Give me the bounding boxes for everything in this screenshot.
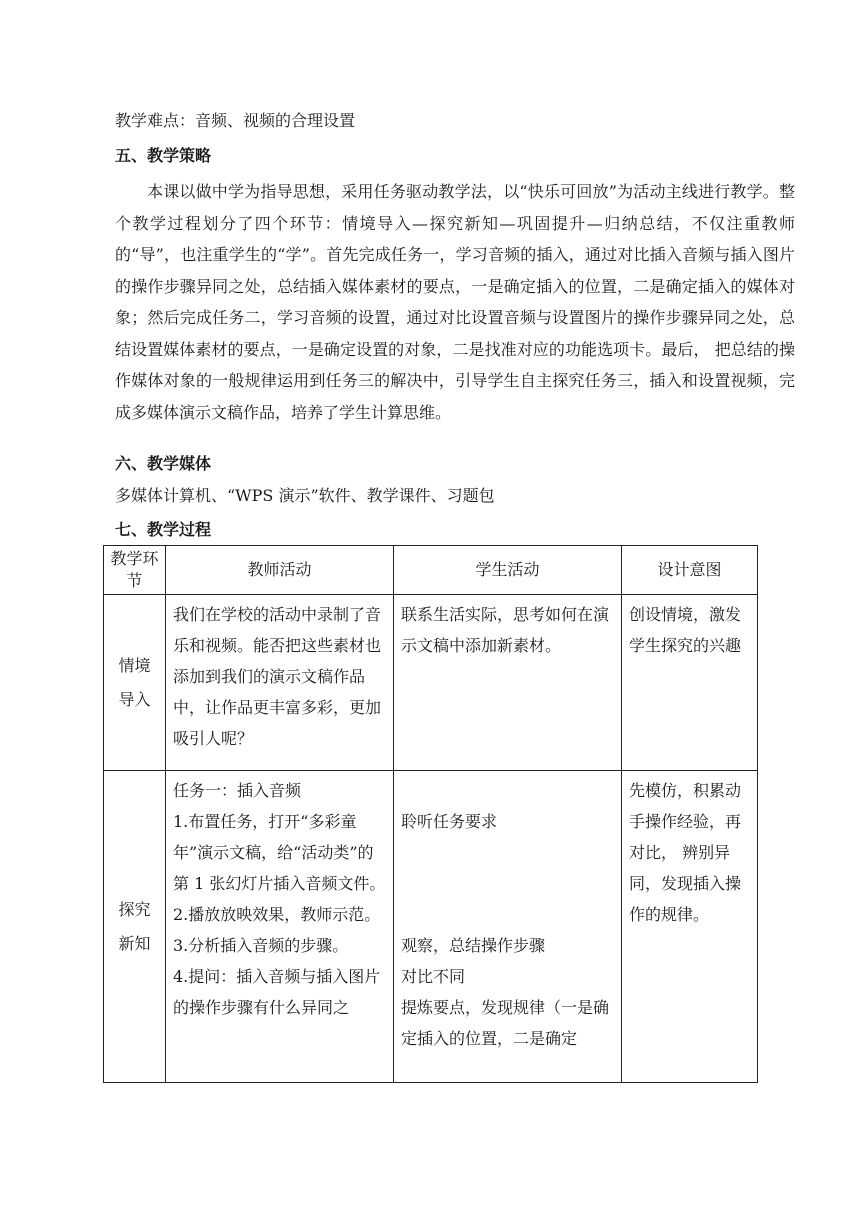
stage-cell: 探究新知 [104,771,166,1083]
table-row [104,595,758,771]
stage-cell: 情境导入 [104,595,166,771]
teacher-step-3: 3.分析插入音频的步骤。 [173,936,349,955]
design-intent-cell: 先模仿，积累动手操作经验，再对比， 辨别异同，发现插入操作的规律。 [622,771,758,1083]
section-7-heading: 七、教学过程 [115,520,212,539]
header-teacher-activity: 教师活动 [166,546,394,595]
design-intent-cell: 创设情境，激发学生探究的兴趣 [622,595,758,771]
teacher-activity-cell [166,771,394,1083]
header-design-intent: 设计意图 [622,546,758,595]
student-activity-cell [394,771,622,1083]
header-stage: 教学环节 [104,546,166,595]
teaching-difficulty-line: 教学难点：音频、视频的合理设置 [115,111,356,130]
teacher-activity-cell: 我们在学校的活动中录制了音乐和视频。能否把这些素材也添加到我们的演示文稿作品中，让作品更丰富多彩，更加吸引人呢？ [166,595,394,771]
section-6-heading: 六、教学媒体 [115,454,212,473]
student-step-4: 提炼要点，发现规律（一是确定插入的位置，二是确定 [401,998,610,1048]
teaching-process-table [103,545,758,1083]
section-5-heading: 五、教学策略 [115,146,212,165]
teacher-task-title: 任务一：插入音频 [173,781,302,800]
teacher-step-2: 2.播放放映效果，教师示范。 [173,905,381,924]
student-activity-cell: 联系生活实际，思考如何在演示文稿中添加新素材。 [394,595,622,771]
section-6-content: 多媒体计算机、“WPS 演示”软件、教学课件、习题包 [115,486,495,505]
student-step-3: 对比不同 [401,967,466,986]
teacher-step-4: 4.提问：插入音频与插入图片的操作步骤有什么异同之 [173,967,381,1017]
student-step-2: 观察，总结操作步骤 [401,936,546,955]
table-row [104,771,758,1083]
table-header-row [104,546,758,595]
student-step-1: 聆听任务要求 [401,812,498,831]
header-student-activity: 学生活动 [394,546,622,595]
section-5-paragraph: 本课以做中学为指导思想，采用任务驱动教学法，以“快乐可回放”为活动主线进行教学。整个教学过程划分了四个环节：情境导入—探究新知—巩固提升—归纳总结，不仅注重教师的“导”，也注重学生的“学”。首先完成任务一，学习音频的插入，通过对比插入音频与插入图片的操作步骤异同之处，总结插入媒体素材的要点，一是确定插入的位置，二是确定插入的媒体对象；然后完成任务二，学习音频的设置，通过对比设置音频与设置图片的操作步骤异同之处，总结设置媒体素材的要点，一是确定设置的对象，二是找准对应的功能选项卡。最后， 把总结的操作媒体对象的一般规律运用到任务三的解决中，引导学生自主探究任务三，插入和设置视频，完成多媒体演示文稿作品，培养了学生计算思维。 [115,182,795,422]
teacher-step-1: 1.布置任务，打开“多彩童年”演示文稿，给“活动类”的第 1 张幻灯片插入音频文件。 [173,812,386,893]
